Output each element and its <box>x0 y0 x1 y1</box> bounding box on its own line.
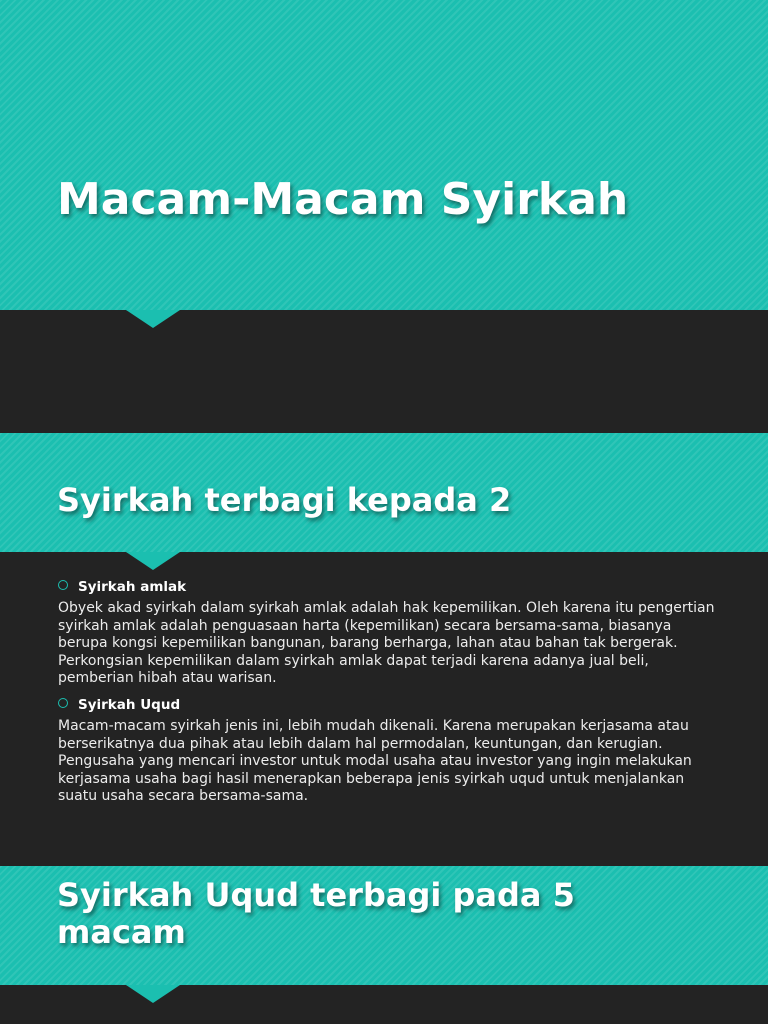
slide-1-title-band <box>0 0 768 310</box>
slide-1-title: Macam-Macam Syirkah <box>57 174 629 225</box>
slide-2-title: Syirkah terbagi kepada 2 <box>57 481 512 519</box>
slide-2 <box>0 433 768 866</box>
bullet-item <box>58 697 718 713</box>
bullet-heading: Syirkah amlak <box>78 579 187 595</box>
circle-bullet-icon <box>58 698 68 708</box>
bullet-paragraph: Macam-macam syirkah jenis ini, lebih mudah dikenali. Karena merupakan kerjasama atau berserikatnya dua pihak atau lebih dalam hal permodalan, keuntungan, dan kerugian. Pengusaha yang mencari investor untuk modal usaha atau investor yang ingin melakukan kerjasama usaha bagi hasil menerapkan beberapa jenis syirkah uqud untuk menjalankan suatu usaha secara bersama-sama. <box>58 717 692 805</box>
slide-1 <box>0 0 768 433</box>
slide-3 <box>0 866 768 1024</box>
bullet-paragraph: Obyek akad syirkah dalam syirkah amlak adalah hak kepemilikan. Oleh karena itu pengertian syirkah amlak adalah penguasaan harta (kepemilikan) secara bersama-sama, biasanya berupa kongsi kepemilikan bangunan, barang berharga, lahan atau bahan tak bergerak. Perkongsian kepemilikan dalam syirkah amlak dapat terjadi karena adanya jual beli, pemberian hibah atau warisan. <box>58 600 715 687</box>
circle-bullet-icon <box>58 580 68 590</box>
slide-1-notch <box>126 310 180 328</box>
slide-3-notch <box>126 985 180 1003</box>
bullet-heading: Syirkah Uqud <box>78 696 181 713</box>
slide-2-content <box>58 579 718 815</box>
bullet-item <box>58 579 718 595</box>
slide-2-notch <box>126 552 180 570</box>
slide-3-title: Syirkah Uqud terbagi pada 5 macam <box>57 876 575 951</box>
